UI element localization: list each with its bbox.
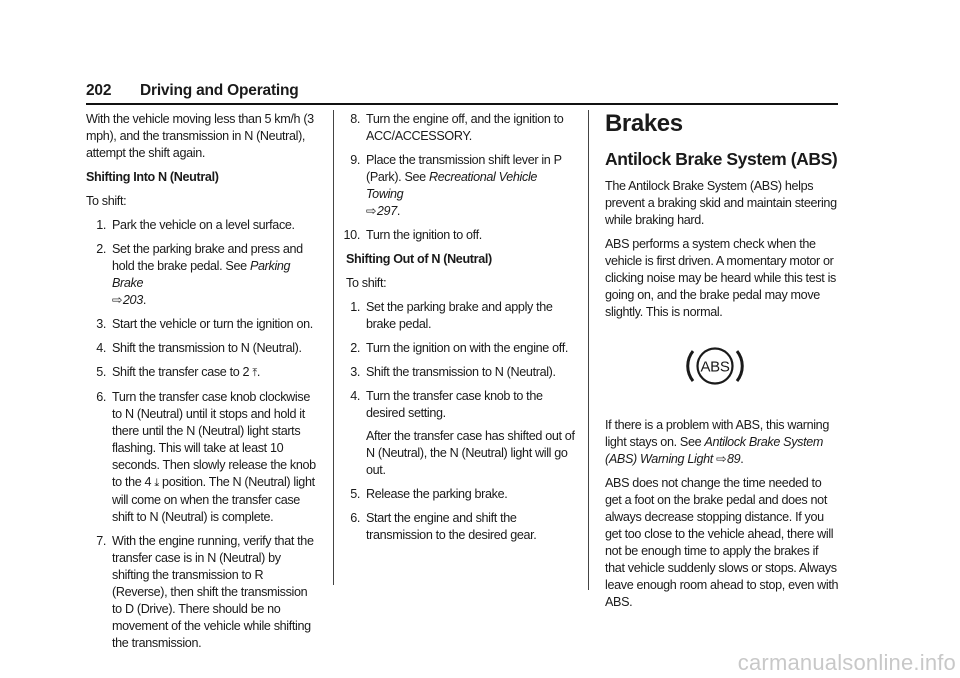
abs-warning-paragraph: If there is a problem with ABS, this warning light stays on. See Antilock Brake System (ABS) Warning Light ⇨ 89. [605,418,829,466]
abs-intro-paragraph: The Antilock Brake System (ABS) helps prevent a braking skid and maintain steering while braking hard. [605,179,837,227]
list-item: 1. Set the parking brake and apply the brake pedal. [350,300,553,331]
header-rule [86,103,838,105]
list-item: 4. Shift the transmission to N (Neutral). [96,341,302,355]
list-item: 9. Place the transmission shift lever in P (Park). See Recreational Vehicle Towing ⇨ 297. [350,153,562,218]
link-recreational-vehicle-towing[interactable]: Recreational Vehicle Towing [366,170,538,201]
list-item: 6. Start the engine and shift the transmission to the desired gear. [350,511,537,542]
intro-paragraph: With the vehicle moving less than 5 km/h (3 mph), and the transmission in N (Neutral), attempt the shift again. [86,112,314,160]
down-arrow-icon: ⤓ [154,477,159,489]
list-item: 2. Set the parking brake and press and hold the brake pedal. See Parking Brake ⇨ 203. [96,242,303,307]
abs-warning-light-icon [683,343,747,389]
ref-arrow-icon: ⇨ [366,204,377,218]
heading-abs: Antilock Brake System (ABS) [605,149,838,169]
column-2 [340,111,576,551]
to-shift-label: To shift: [346,276,387,290]
list-item: 7. With the engine running, verify that the transfer case is in N (Neutral) by shifting the transmission to R (Reverse), then shift the transmission to D (Drive). There should be no movement of the vehicle while shifting the transmission. [96,534,314,650]
column-1 [86,111,320,659]
abs-stopping-paragraph: ABS does not change the time needed to get a foot on the brake pedal and does not always decrease stopping distance. If you get too close to the vehicle ahead, there will not be enough time to apply the brakes if that vehicle suddenly slows or stops. Always leave enough room ahead to stop, even with ABS. [605,476,839,609]
subheading-shifting-into-neutral: Shifting Into N (Neutral) [86,170,219,184]
link-parking-brake[interactable]: Parking Brake [112,259,291,290]
list-item: 6. Turn the transfer case knob clockwise to N (Neutral) until it stops and hold it there until the N (Neutral) light starts flashing. This will take at least 10 seconds. Then slowly release the knob to the 4 ⤓ position. The N (Neutral) light will come on when the transfer case shift to N (Neutral) is complete. [96,390,316,524]
abs-check-paragraph: ABS performs a system check when the vehicle is first driven. A momentary motor or clicking noise may be heard while this test is going on, and the brake pedal may move slightly. This is normal. [605,237,836,319]
heading-brakes: Brakes [605,110,683,137]
list-item: 10. Turn the ignition to off. [343,228,482,242]
watermark: carmanualsonline.info [737,650,956,675]
column-divider [588,110,589,590]
continuation-paragraph: After the transfer case has shifted out of N (Neutral), the N (Neutral) light will go out. [366,429,575,477]
list-item: 1. Park the vehicle on a level surface. [96,218,295,232]
list-item: 8. Turn the engine off, and the ignition to ACC/ACCESSORY. [350,112,564,143]
column-divider [333,110,334,585]
page-ref[interactable]: 297 [376,204,397,218]
up-arrow-icon: ⤒ [252,367,257,379]
list-item: 5. Shift the transfer case to 2 ⤒. [96,365,261,379]
to-shift-label: To shift: [86,194,127,208]
list-item: 3. Start the vehicle or turn the ignition on. [96,317,313,331]
link-abs-warning-light[interactable]: Antilock Brake System (ABS) Warning Light [605,435,824,466]
ref-arrow-icon: ⇨ [112,293,123,307]
page-ref[interactable]: 89 [726,452,741,466]
list-item: 2. Turn the ignition on with the engine off. [350,341,568,355]
abs-icon-label: ABS [700,358,730,376]
list-item: 4. Turn the transfer case knob to the desired setting. After the transfer case has shifted out of N (Neutral), the N (Neutral) light will go out. [350,389,575,477]
section-title: Driving and Operating [140,82,299,99]
column-3 [605,110,840,618]
subheading-shifting-out-of-neutral: Shifting Out of N (Neutral) [346,252,492,266]
page-ref[interactable]: 203 [122,293,143,307]
list-item: 5. Release the parking brake. [350,487,508,501]
page-header [86,82,838,104]
list-item: 3. Shift the transmission to N (Neutral). [350,365,556,379]
ref-arrow-icon: ⇨ [716,452,727,466]
page-number: 202 [86,82,112,99]
